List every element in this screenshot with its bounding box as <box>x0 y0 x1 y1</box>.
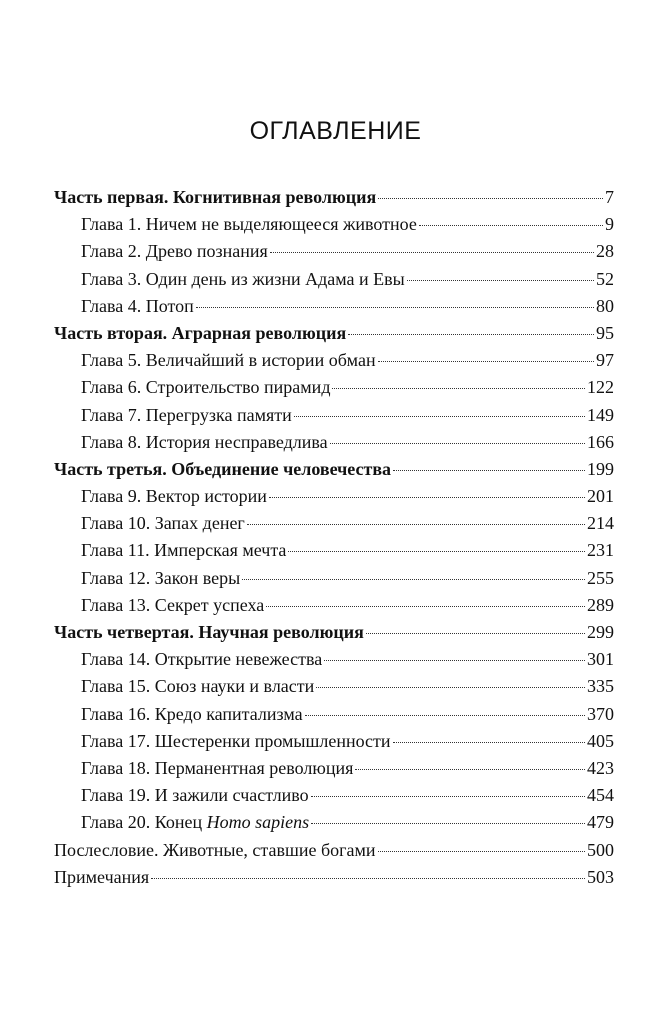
toc-entry-label <box>54 184 376 211</box>
toc-entry-chapter <box>0 728 614 755</box>
dot-leader <box>294 415 585 417</box>
dot-leader <box>151 877 585 879</box>
toc-entry-page-number: 405 <box>587 730 614 751</box>
toc-entry-label <box>81 347 376 374</box>
toc-entry-page-number: 214 <box>587 513 614 534</box>
toc-entry-title: Глава 2. Древо познания <box>81 241 268 262</box>
toc-entry-label <box>81 238 268 265</box>
toc-entry-title: Глава 19. И зажили счастливо <box>81 785 309 806</box>
toc-entry-title: Глава 4. Потоп <box>81 295 194 316</box>
dot-leader <box>407 279 594 281</box>
toc-entry-title: Послесловие. Животные, ставшие богами <box>54 839 376 860</box>
toc-entry-label <box>81 673 314 700</box>
toc-entry-title: Примечания <box>54 866 150 887</box>
toc-entry-page-number: 122 <box>587 377 614 398</box>
dot-leader <box>332 387 585 389</box>
toc-entry-title: Глава 1. Ничем не выделяющееся животное <box>81 214 417 235</box>
toc-entry-chapter <box>0 510 614 537</box>
toc-entry-chapter <box>0 673 614 700</box>
dot-leader <box>324 659 585 661</box>
toc-entry-label <box>81 510 245 537</box>
toc-entry-chapter <box>0 592 614 619</box>
toc-entry-label <box>81 728 391 755</box>
toc-entry-label <box>81 565 240 592</box>
toc-entry-label <box>54 320 346 347</box>
toc-entry-back <box>0 864 614 891</box>
toc-entry-title: Глава 5. Величайший в истории обман <box>81 350 376 371</box>
toc-entry-label <box>81 266 405 293</box>
dot-leader <box>247 523 585 525</box>
toc-entry-part <box>0 619 614 646</box>
toc-entry-title: Глава 9. Вектор истории <box>81 486 267 507</box>
toc-entry-label <box>54 619 364 646</box>
dot-leader <box>266 605 585 607</box>
toc-entry-title: Глава 6. Строительство пирамид <box>81 377 331 398</box>
dot-leader <box>393 469 585 471</box>
toc-entry-page-number: 9 <box>605 214 614 235</box>
toc-entry-back <box>0 837 614 864</box>
toc-entry-chapter <box>0 782 614 809</box>
toc-entry-page-number: 454 <box>587 785 614 806</box>
toc-entry-label <box>54 864 149 891</box>
toc-entry-chapter <box>0 537 614 564</box>
table-of-contents <box>0 184 671 891</box>
toc-entry-title: Глава 14. Открытие невежества <box>81 649 323 670</box>
dot-leader <box>330 442 585 444</box>
dot-leader <box>305 714 585 716</box>
dot-leader <box>311 822 585 824</box>
toc-entry-page-number: 301 <box>587 649 614 670</box>
toc-entry-chapter <box>0 347 614 374</box>
toc-entry-chapter <box>0 483 614 510</box>
dot-leader <box>316 686 585 688</box>
toc-entry-chapter <box>0 646 614 673</box>
toc-entry-label <box>81 402 292 429</box>
toc-entry-chapter <box>0 266 614 293</box>
toc-entry-page-number: 149 <box>587 404 614 425</box>
toc-entry-page-number: 370 <box>587 703 614 724</box>
toc-entry-page-number: 97 <box>596 350 614 371</box>
toc-entry-label <box>81 429 328 456</box>
toc-entry-title-italic: Homo sapiens <box>206 812 310 833</box>
toc-entry-label <box>54 837 376 864</box>
toc-entry-page-number: 231 <box>587 540 614 561</box>
dot-leader <box>196 306 594 308</box>
dot-leader <box>269 496 585 498</box>
toc-entry-label <box>81 592 264 619</box>
toc-entry-page-number: 479 <box>587 812 614 833</box>
toc-entry-page-number: 335 <box>587 676 614 697</box>
toc-entry-label <box>54 456 391 483</box>
toc-entry-title: Глава 10. Запах денег <box>81 513 245 534</box>
toc-entry-title: Глава 20. Конец <box>81 812 203 833</box>
toc-entry-page-number: 503 <box>587 866 614 887</box>
dot-leader <box>311 795 585 797</box>
toc-entry-title: Часть первая. Когнитивная революция <box>54 187 377 207</box>
toc-entry-title: Глава 13. Секрет успеха <box>81 594 265 615</box>
toc-entry-chapter <box>0 238 614 265</box>
toc-entry-page-number: 199 <box>587 458 614 479</box>
toc-entry-title: Глава 16. Кредо капитализма <box>81 703 303 724</box>
toc-entry-title: Глава 12. Закон веры <box>81 567 241 588</box>
dot-leader <box>378 197 603 199</box>
toc-entry-page-number: 28 <box>596 241 614 262</box>
dot-leader <box>348 333 594 335</box>
toc-entry-label <box>81 211 417 238</box>
dot-leader <box>288 550 585 552</box>
toc-entry-label <box>81 809 309 836</box>
toc-entry-chapter <box>0 565 614 592</box>
toc-entry-page-number: 95 <box>596 322 614 343</box>
toc-entry-part <box>0 320 614 347</box>
toc-entry-title: Глава 7. Перегрузка памяти <box>81 404 292 425</box>
toc-entry-page-number: 7 <box>605 187 614 207</box>
toc-entry-label <box>81 782 309 809</box>
toc-entry-part <box>0 184 614 211</box>
toc-entry-page-number: 80 <box>596 295 614 316</box>
toc-entry-title: Глава 3. Один день из жизни Адама и Евы <box>81 268 405 289</box>
toc-entry-part <box>0 456 614 483</box>
toc-entry-label <box>81 293 194 320</box>
toc-entry-page-number: 52 <box>596 268 614 289</box>
toc-entry-label <box>81 646 322 673</box>
toc-entry-page-number: 289 <box>587 594 614 615</box>
toc-entry-page-number: 423 <box>587 757 614 778</box>
toc-entry-page-number: 201 <box>587 486 614 507</box>
toc-entry-title: Глава 8. История несправедлива <box>81 431 328 452</box>
toc-entry-chapter <box>0 809 614 836</box>
toc-entry-chapter <box>0 402 614 429</box>
dot-leader <box>355 768 585 770</box>
toc-entry-chapter <box>0 293 614 320</box>
toc-entry-page-number: 166 <box>587 431 614 452</box>
dot-leader <box>378 360 594 362</box>
toc-entry-page-number: 255 <box>587 567 614 588</box>
toc-entry-label <box>81 483 267 510</box>
toc-entry-title: Глава 15. Союз науки и власти <box>81 676 315 697</box>
dot-leader <box>270 251 594 253</box>
toc-entry-label <box>81 701 303 728</box>
toc-entry-label <box>81 755 353 782</box>
page-title: ОГЛАВЛЕНИЕ <box>249 117 422 145</box>
toc-entry-title: Часть четвертая. Научная революция <box>54 622 364 642</box>
toc-entry-page-number: 500 <box>587 839 614 860</box>
toc-entry-chapter <box>0 429 614 456</box>
toc-entry-chapter <box>0 701 614 728</box>
dot-leader <box>378 850 585 852</box>
toc-entry-label <box>81 374 330 401</box>
toc-entry-chapter <box>0 211 614 238</box>
dot-leader <box>242 578 585 580</box>
toc-entry-title: Глава 18. Перманентная революция <box>81 757 354 778</box>
toc-entry-title: Часть вторая. Аграрная революция <box>54 322 347 343</box>
toc-entry-title: Часть третья. Объединение человечества <box>54 458 392 479</box>
toc-entry-label <box>81 537 286 564</box>
dot-leader <box>366 632 585 634</box>
toc-entry-chapter <box>0 755 614 782</box>
toc-entry-title: Глава 17. Шестеренки промышленности <box>81 730 391 751</box>
dot-leader <box>419 224 603 226</box>
toc-entry-page-number: 299 <box>587 622 614 642</box>
toc-entry-title: Глава 11. Имперская мечта <box>81 540 287 561</box>
toc-entry-chapter <box>0 374 614 401</box>
dot-leader <box>393 741 585 743</box>
